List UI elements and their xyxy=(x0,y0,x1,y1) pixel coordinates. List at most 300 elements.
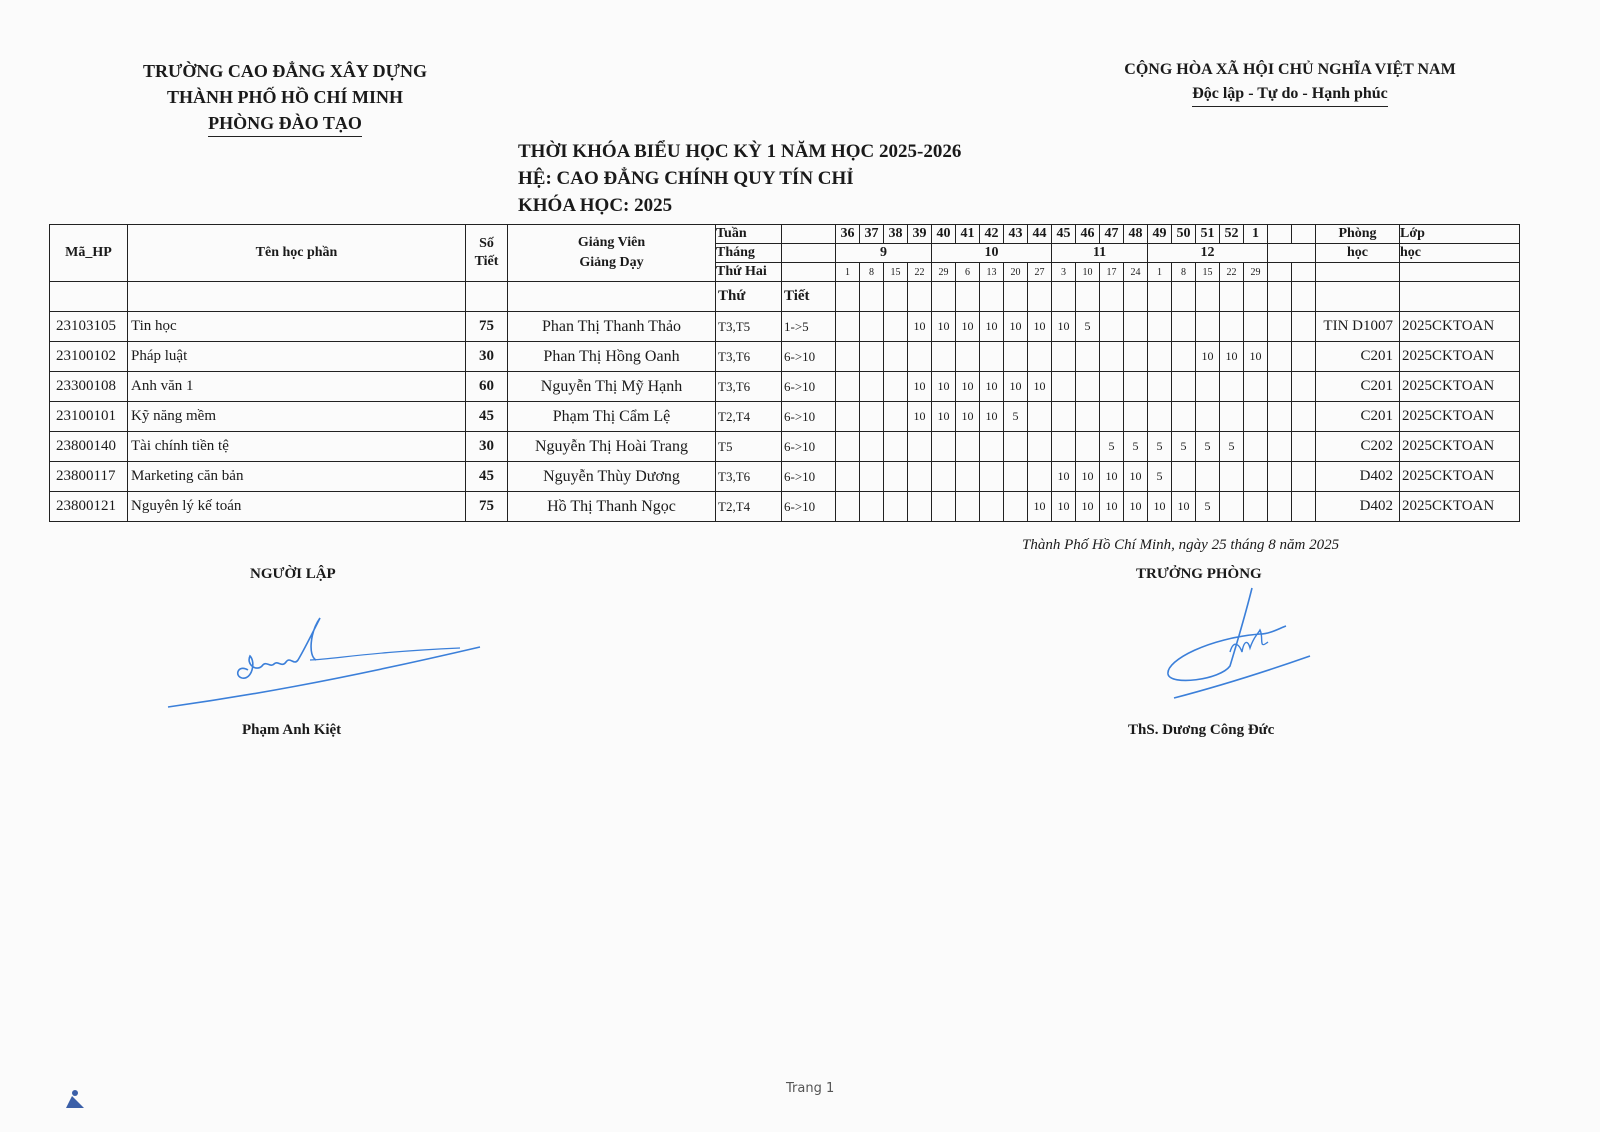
week-hours xyxy=(860,432,884,462)
week-blank xyxy=(1100,282,1124,312)
signature-icon xyxy=(1160,580,1320,700)
course-days: T5 xyxy=(716,432,782,462)
blank-1 xyxy=(50,282,128,312)
week-hours: 5 xyxy=(1220,432,1244,462)
course-name: Tài chính tiền tệ xyxy=(128,432,466,462)
col-header-lop-1: Lớp xyxy=(1400,225,1520,244)
course-teacher: Hồ Thị Thanh Ngọc xyxy=(508,492,716,522)
course-slot: 6->10 xyxy=(782,492,836,522)
week-hours xyxy=(860,342,884,372)
course-periods: 30 xyxy=(466,342,508,372)
phong-blank xyxy=(1316,263,1400,282)
course-periods: 75 xyxy=(466,492,508,522)
week-number: 40 xyxy=(932,225,956,244)
month-label: 12 xyxy=(1148,244,1268,263)
week-hours: 5 xyxy=(1196,432,1220,462)
week-hours xyxy=(1100,372,1124,402)
week-hours xyxy=(1220,402,1244,432)
week-hours xyxy=(836,492,860,522)
week-hours xyxy=(1292,312,1316,342)
week-hours xyxy=(1268,312,1292,342)
week-hours xyxy=(1196,312,1220,342)
week-hours xyxy=(884,462,908,492)
week-hours: 5 xyxy=(1196,492,1220,522)
week-blank xyxy=(908,282,932,312)
week-hours xyxy=(836,342,860,372)
week-hours xyxy=(908,342,932,372)
monday-date: 6 xyxy=(956,263,980,282)
monday-date: 29 xyxy=(1244,263,1268,282)
header-row-weeks xyxy=(50,225,1520,244)
monday-date: 3 xyxy=(1052,263,1076,282)
week-hours xyxy=(836,312,860,342)
label-thang-blank xyxy=(782,244,836,263)
col-header-ma-hp: Mã_HP xyxy=(50,225,128,282)
course-slot: 6->10 xyxy=(782,402,836,432)
col-header-ten-hp: Tên học phần xyxy=(128,225,466,282)
republic-line1: CỘNG HÒA XÃ HỘI CHỦ NGHĨA VIỆT NAM xyxy=(1124,61,1456,78)
course-room: TIN D1007 xyxy=(1316,312,1400,342)
col-header-gv-2: Giảng Dạy xyxy=(579,255,644,270)
head-title: TRƯỞNG PHÒNG xyxy=(1136,566,1262,582)
monday-date: 20 xyxy=(1004,263,1028,282)
week-number: 50 xyxy=(1172,225,1196,244)
week-hours xyxy=(884,312,908,342)
week-hours xyxy=(932,492,956,522)
week-hours xyxy=(1148,402,1172,432)
page-number: Trang 1 xyxy=(786,1081,835,1096)
republic-header xyxy=(1090,58,1490,107)
week-number xyxy=(1268,225,1292,244)
week-hours: 10 xyxy=(956,312,980,342)
week-hours xyxy=(908,492,932,522)
course-teacher: Nguyễn Thị Mỹ Hạnh xyxy=(508,372,716,402)
week-hours xyxy=(884,372,908,402)
course-name: Kỹ năng mềm xyxy=(128,402,466,432)
week-hours: 5 xyxy=(1100,432,1124,462)
week-number: 38 xyxy=(884,225,908,244)
week-hours: 10 xyxy=(1028,492,1052,522)
week-hours xyxy=(1172,342,1196,372)
blank-3 xyxy=(466,282,508,312)
week-hours xyxy=(1004,492,1028,522)
course-code: 23800121 xyxy=(50,492,128,522)
week-hours: 10 xyxy=(956,402,980,432)
week-hours xyxy=(1172,372,1196,402)
monday-date: 8 xyxy=(860,263,884,282)
monday-date xyxy=(1292,263,1316,282)
monday-date: 22 xyxy=(1220,263,1244,282)
course-room: C201 xyxy=(1316,342,1400,372)
week-hours: 10 xyxy=(1076,492,1100,522)
table-row xyxy=(50,372,1520,402)
week-number xyxy=(1292,225,1316,244)
col-header-phong-1: Phòng xyxy=(1316,225,1400,244)
week-number: 43 xyxy=(1004,225,1028,244)
course-code: 23300108 xyxy=(50,372,128,402)
course-room: C201 xyxy=(1316,372,1400,402)
week-hours xyxy=(1292,342,1316,372)
week-hours xyxy=(1052,432,1076,462)
week-blank xyxy=(1076,282,1100,312)
week-hours xyxy=(1292,402,1316,432)
week-hours xyxy=(860,312,884,342)
week-hours xyxy=(1220,372,1244,402)
week-hours xyxy=(1148,342,1172,372)
week-blank xyxy=(1244,282,1268,312)
school-line1: TRƯỜNG CAO ĐẲNG XÂY DỰNG xyxy=(143,61,427,81)
week-blank xyxy=(980,282,1004,312)
school-line2: THÀNH PHỐ HỒ CHÍ MINH xyxy=(166,87,403,107)
week-hours xyxy=(860,492,884,522)
week-hours: 5 xyxy=(1148,432,1172,462)
week-hours: 10 xyxy=(1124,492,1148,522)
course-name: Tin học xyxy=(128,312,466,342)
week-hours: 10 xyxy=(932,372,956,402)
course-days: T2,T4 xyxy=(716,402,782,432)
label-tuan-blank xyxy=(782,225,836,244)
week-number: 42 xyxy=(980,225,1004,244)
course-room: C202 xyxy=(1316,432,1400,462)
week-hours xyxy=(1292,372,1316,402)
monday-date: 1 xyxy=(836,263,860,282)
week-hours xyxy=(1220,492,1244,522)
course-days: T3,T6 xyxy=(716,372,782,402)
week-hours xyxy=(980,462,1004,492)
week-hours xyxy=(1028,402,1052,432)
week-hours xyxy=(860,372,884,402)
table-row xyxy=(50,432,1520,462)
week-hours: 10 xyxy=(932,312,956,342)
course-code: 23100101 xyxy=(50,402,128,432)
week-hours: 10 xyxy=(1052,462,1076,492)
week-number: 37 xyxy=(860,225,884,244)
week-hours: 10 xyxy=(956,372,980,402)
week-hours xyxy=(980,492,1004,522)
week-hours xyxy=(1268,462,1292,492)
week-hours xyxy=(980,342,1004,372)
course-name: Anh văn 1 xyxy=(128,372,466,402)
col-header-so-tiet-1: Số xyxy=(479,236,494,251)
table-row xyxy=(50,342,1520,372)
col-header-lop-2: học xyxy=(1400,244,1520,263)
week-hours xyxy=(860,402,884,432)
label-tuan: Tuần xyxy=(716,225,782,244)
course-room: C201 xyxy=(1316,402,1400,432)
week-hours: 10 xyxy=(1244,342,1268,372)
course-code: 23100102 xyxy=(50,342,128,372)
week-hours xyxy=(1004,432,1028,462)
week-hours xyxy=(956,462,980,492)
course-code: 23800117 xyxy=(50,462,128,492)
week-hours xyxy=(1124,312,1148,342)
course-slot: 6->10 xyxy=(782,432,836,462)
course-class: 2025CKTOAN xyxy=(1400,312,1520,342)
week-hours xyxy=(1076,372,1100,402)
week-hours xyxy=(1220,312,1244,342)
week-hours xyxy=(1292,462,1316,492)
course-class: 2025CKTOAN xyxy=(1400,372,1520,402)
schedule-title: THỜI KHÓA BIỂU HỌC KỲ 1 NĂM HỌC 2025-2026 xyxy=(518,141,962,162)
week-hours xyxy=(1100,402,1124,432)
week-hours xyxy=(1196,372,1220,402)
course-teacher: Nguyễn Thị Hoài Trang xyxy=(508,432,716,462)
week-blank xyxy=(860,282,884,312)
lop-blank-2 xyxy=(1400,282,1520,312)
table-row xyxy=(50,462,1520,492)
week-hours xyxy=(1244,462,1268,492)
week-hours xyxy=(836,372,860,402)
week-blank xyxy=(1292,282,1316,312)
course-teacher: Nguyễn Thùy Dương xyxy=(508,462,716,492)
course-days: T3,T6 xyxy=(716,342,782,372)
course-periods: 30 xyxy=(466,432,508,462)
week-hours: 10 xyxy=(1076,462,1100,492)
week-hours xyxy=(1244,492,1268,522)
course-periods: 75 xyxy=(466,312,508,342)
course-code: 23103105 xyxy=(50,312,128,342)
course-days: T2,T4 xyxy=(716,492,782,522)
monday-date: 13 xyxy=(980,263,1004,282)
week-hours: 10 xyxy=(1028,312,1052,342)
week-number: 1 xyxy=(1244,225,1268,244)
course-class: 2025CKTOAN xyxy=(1400,462,1520,492)
signature-icon xyxy=(160,612,490,712)
label-tiet: Tiết xyxy=(782,282,836,312)
stamp-icon xyxy=(60,1078,90,1118)
week-hours xyxy=(1244,312,1268,342)
week-hours: 10 xyxy=(908,312,932,342)
week-hours xyxy=(1268,402,1292,432)
preparer-name: Phạm Anh Kiệt xyxy=(242,722,342,738)
week-hours xyxy=(1172,312,1196,342)
course-days: T3,T5 xyxy=(716,312,782,342)
week-hours xyxy=(1268,432,1292,462)
week-hours: 10 xyxy=(1196,342,1220,372)
week-hours xyxy=(932,432,956,462)
course-slot: 6->10 xyxy=(782,462,836,492)
week-number: 45 xyxy=(1052,225,1076,244)
week-hours xyxy=(836,462,860,492)
week-hours xyxy=(1052,342,1076,372)
week-hours xyxy=(1292,492,1316,522)
week-blank xyxy=(1124,282,1148,312)
label-thu-hai-blank xyxy=(782,263,836,282)
week-hours xyxy=(1244,432,1268,462)
course-slot: 6->10 xyxy=(782,342,836,372)
course-days: T3,T6 xyxy=(716,462,782,492)
week-hours xyxy=(980,432,1004,462)
week-hours xyxy=(1244,372,1268,402)
course-code: 23800140 xyxy=(50,432,128,462)
week-hours: 10 xyxy=(932,402,956,432)
course-name: Marketing căn bản xyxy=(128,462,466,492)
course-name: Pháp luật xyxy=(128,342,466,372)
course-periods: 45 xyxy=(466,402,508,432)
head-name: ThS. Dương Công Đức xyxy=(1128,722,1275,738)
week-hours xyxy=(1244,402,1268,432)
course-class: 2025CKTOAN xyxy=(1400,402,1520,432)
week-hours xyxy=(1004,462,1028,492)
course-periods: 60 xyxy=(466,372,508,402)
week-hours: 10 xyxy=(1052,492,1076,522)
month-label: 10 xyxy=(932,244,1052,263)
monday-date: 24 xyxy=(1124,263,1148,282)
course-periods: 45 xyxy=(466,462,508,492)
week-hours: 5 xyxy=(1076,312,1100,342)
school-header xyxy=(110,58,460,137)
week-hours xyxy=(1004,342,1028,372)
week-hours xyxy=(1268,492,1292,522)
week-hours xyxy=(1172,402,1196,432)
monday-date xyxy=(1268,263,1292,282)
week-hours: 10 xyxy=(1028,372,1052,402)
week-blank xyxy=(1172,282,1196,312)
col-header-so-tiet xyxy=(466,225,508,282)
week-hours: 10 xyxy=(1100,462,1124,492)
week-hours xyxy=(1220,462,1244,492)
preparer-title: NGƯỜI LẬP xyxy=(250,566,336,582)
week-blank xyxy=(1220,282,1244,312)
monday-date: 15 xyxy=(884,263,908,282)
week-hours xyxy=(1124,372,1148,402)
week-hours xyxy=(1148,372,1172,402)
monday-date: 1 xyxy=(1148,263,1172,282)
label-thang: Tháng xyxy=(716,244,782,263)
week-hours xyxy=(1052,372,1076,402)
monday-date: 29 xyxy=(932,263,956,282)
course-name: Nguyên lý kế toán xyxy=(128,492,466,522)
week-hours xyxy=(1052,402,1076,432)
course-class: 2025CKTOAN xyxy=(1400,432,1520,462)
week-hours xyxy=(956,492,980,522)
week-blank xyxy=(932,282,956,312)
col-header-giang-vien xyxy=(508,225,716,282)
week-hours xyxy=(908,462,932,492)
course-teacher: Phan Thị Hồng Oanh xyxy=(508,342,716,372)
blank-2 xyxy=(128,282,466,312)
week-blank xyxy=(1268,282,1292,312)
week-hours xyxy=(1028,342,1052,372)
week-hours xyxy=(1028,432,1052,462)
course-class: 2025CKTOAN xyxy=(1400,342,1520,372)
week-hours xyxy=(956,342,980,372)
week-hours xyxy=(1076,402,1100,432)
week-hours: 10 xyxy=(908,402,932,432)
week-hours xyxy=(884,342,908,372)
week-number: 36 xyxy=(836,225,860,244)
week-hours xyxy=(884,402,908,432)
monday-date: 27 xyxy=(1028,263,1052,282)
week-hours: 10 xyxy=(1052,312,1076,342)
table-row xyxy=(50,402,1520,432)
week-hours: 10 xyxy=(1100,492,1124,522)
week-hours xyxy=(884,492,908,522)
week-hours: 10 xyxy=(1004,372,1028,402)
school-line3: PHÒNG ĐÀO TẠO xyxy=(208,110,362,137)
lop-blank xyxy=(1400,263,1520,282)
week-hours xyxy=(1100,342,1124,372)
monday-date: 22 xyxy=(908,263,932,282)
week-hours: 5 xyxy=(1124,432,1148,462)
month-label: 11 xyxy=(1052,244,1148,263)
week-number: 39 xyxy=(908,225,932,244)
week-hours xyxy=(956,432,980,462)
week-number: 47 xyxy=(1100,225,1124,244)
week-hours: 5 xyxy=(1148,462,1172,492)
week-hours: 10 xyxy=(980,312,1004,342)
republic-motto: Độc lập - Tự do - Hạnh phúc xyxy=(1192,82,1388,107)
week-hours xyxy=(1196,402,1220,432)
week-hours xyxy=(1124,402,1148,432)
week-hours xyxy=(836,432,860,462)
week-blank xyxy=(836,282,860,312)
week-hours xyxy=(1268,372,1292,402)
week-hours xyxy=(836,402,860,432)
week-hours: 5 xyxy=(1172,432,1196,462)
course-teacher: Phạm Thị Cẩm Lệ xyxy=(508,402,716,432)
week-hours xyxy=(1148,312,1172,342)
table-row xyxy=(50,492,1520,522)
header-row-thu-tiet xyxy=(50,282,1520,312)
course-teacher: Phan Thị Thanh Thảo xyxy=(508,312,716,342)
week-hours xyxy=(1196,462,1220,492)
phong-blank-2 xyxy=(1316,282,1400,312)
week-number: 41 xyxy=(956,225,980,244)
label-thu: Thứ xyxy=(716,282,782,312)
col-header-so-tiet-2: Tiết xyxy=(474,254,499,269)
week-hours xyxy=(1028,462,1052,492)
week-hours: 10 xyxy=(1004,312,1028,342)
week-number: 44 xyxy=(1028,225,1052,244)
week-hours xyxy=(1268,342,1292,372)
timetable xyxy=(49,224,1520,522)
week-hours xyxy=(908,432,932,462)
week-number: 51 xyxy=(1196,225,1220,244)
month-label: 9 xyxy=(836,244,932,263)
week-hours: 10 xyxy=(1148,492,1172,522)
week-blank xyxy=(884,282,908,312)
week-hours xyxy=(1172,462,1196,492)
monday-date: 17 xyxy=(1100,263,1124,282)
week-blank xyxy=(1004,282,1028,312)
week-blank xyxy=(1148,282,1172,312)
blank-4 xyxy=(508,282,716,312)
week-hours: 10 xyxy=(980,372,1004,402)
week-blank xyxy=(956,282,980,312)
week-hours: 10 xyxy=(908,372,932,402)
course-slot: 6->10 xyxy=(782,372,836,402)
week-hours xyxy=(932,342,956,372)
week-hours xyxy=(860,462,884,492)
week-number: 46 xyxy=(1076,225,1100,244)
week-number: 48 xyxy=(1124,225,1148,244)
week-hours xyxy=(1100,312,1124,342)
week-blank xyxy=(1196,282,1220,312)
course-room: D402 xyxy=(1316,462,1400,492)
col-header-gv-1: Giảng Viên xyxy=(577,235,646,250)
col-header-phong-2: học xyxy=(1316,244,1400,263)
week-hours xyxy=(884,432,908,462)
course-slot: 1->5 xyxy=(782,312,836,342)
schedule-titles xyxy=(518,138,961,219)
week-hours: 10 xyxy=(1220,342,1244,372)
week-blank xyxy=(1052,282,1076,312)
week-hours: 5 xyxy=(1004,402,1028,432)
week-number: 52 xyxy=(1220,225,1244,244)
dateline: Thành Phố Hồ Chí Minh, ngày 25 tháng 8 năm 2025 xyxy=(1022,537,1340,553)
week-hours xyxy=(1124,342,1148,372)
